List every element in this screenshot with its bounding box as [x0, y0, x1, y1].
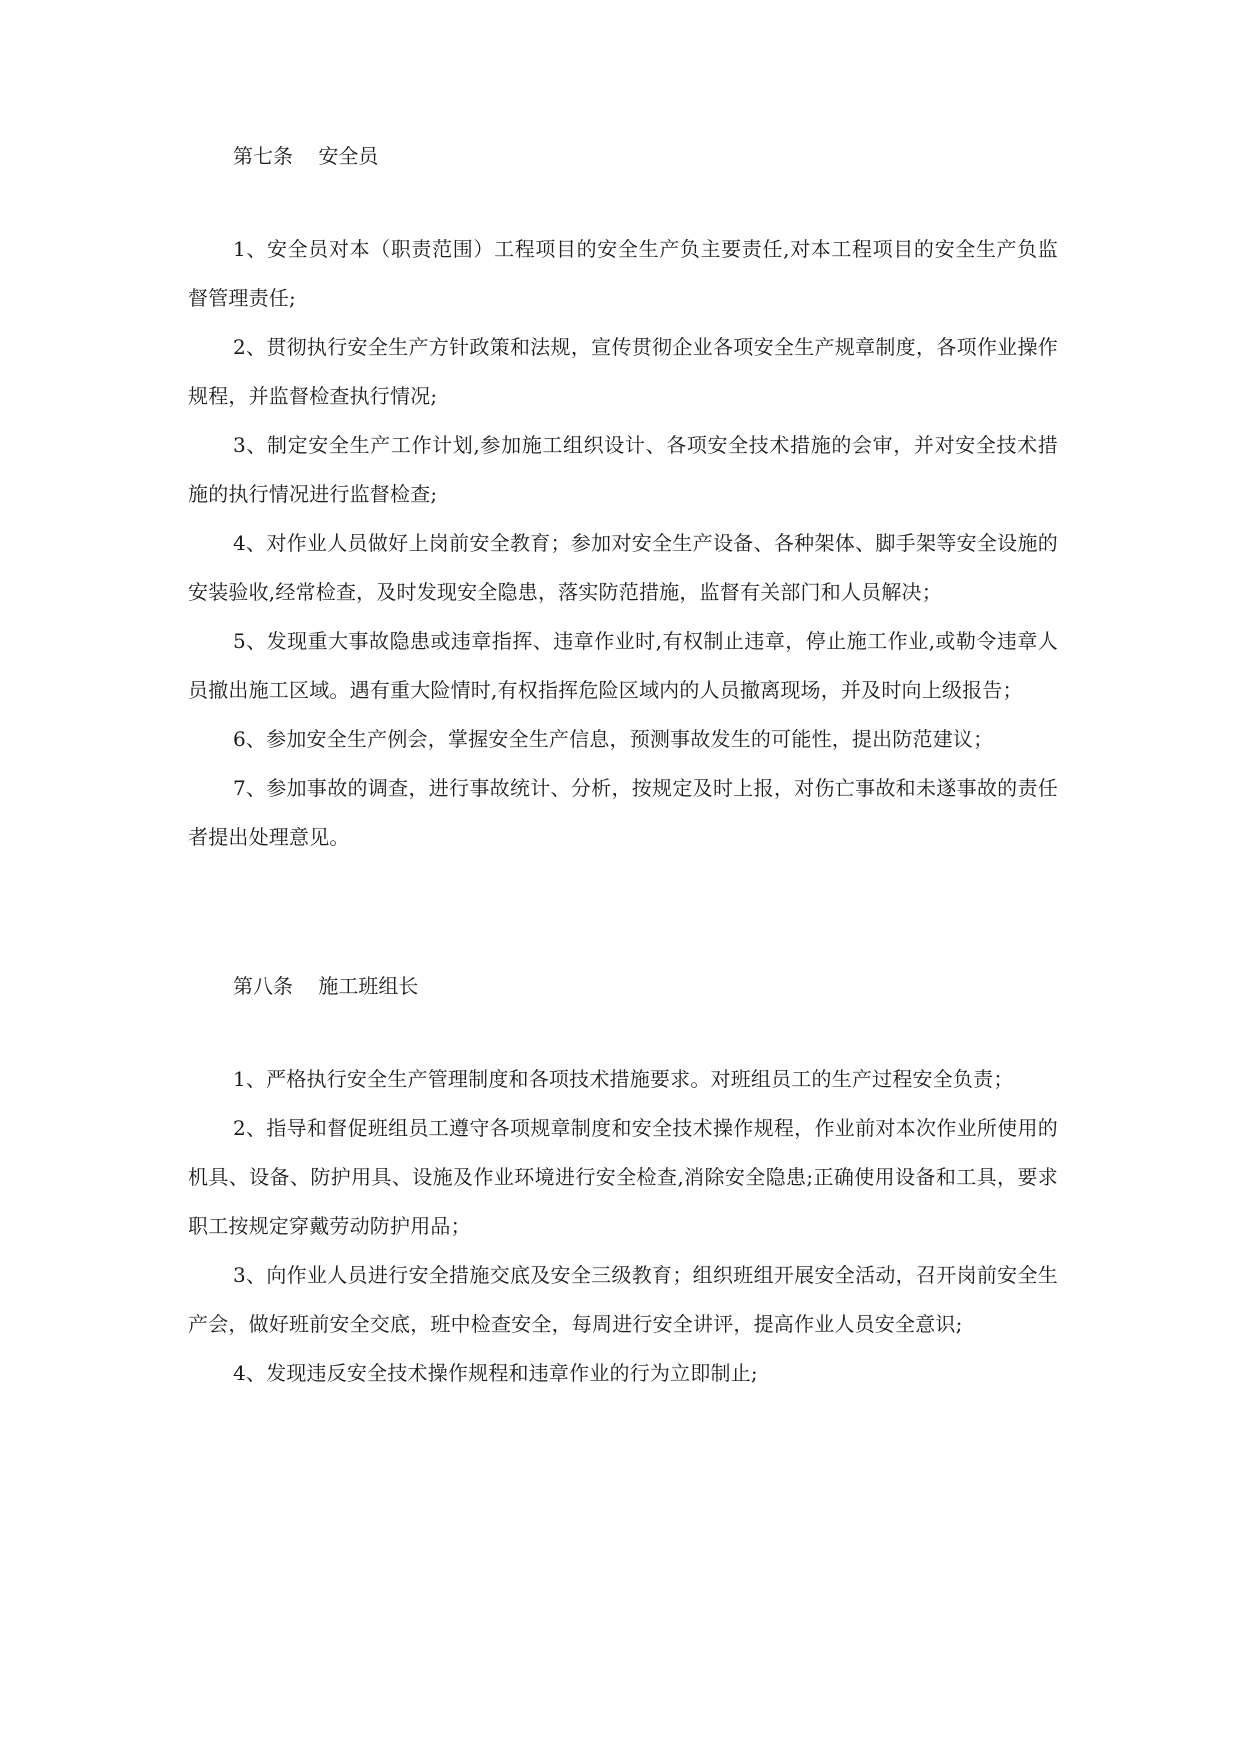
section-7-item-5: 5、发现重大事故隐患或违章指挥、违章作业时,有权制止违章，停止施工作业,或勒令违章人员撤出施工区域。遇有重大险情时,有权指挥危险区域内的人员撤离现场，并及时向上级报告； [188, 629, 1058, 702]
section-7-item-4: 4、对作业人员做好上岗前安全教育；参加对安全生产设备、各种架体、脚手架等安全设施的安装验收,经常检查，及时发现安全隐患，落实防范措施，监督有关部门和人员解决； [188, 531, 1058, 604]
section-8-body [188, 1055, 1058, 1398]
section-7-item-6: 6、参加安全生产例会，掌握安全生产信息，预测事故发生的可能性，提出防范建议； [233, 727, 994, 751]
section-8-heading: 第八条 施工班组长 [233, 974, 419, 998]
section-8-item-4: 4、发现违反安全技术操作规程和违章作业的行为立即制止; [233, 1361, 758, 1385]
section-7-item-7: 7、参加事故的调查，进行事故统计、分析，按规定及时上报，对伤亡事故和未遂事故的责任者提出处理意见。 [188, 776, 1058, 849]
section-8-item-1: 1、严格执行安全生产管理制度和各项技术措施要求。对班组员工的生产过程安全负责； [233, 1067, 1014, 1091]
section-7-body [188, 225, 1058, 862]
section-7-item-2: 2、贯彻执行安全生产方针政策和法规，宣传贯彻企业各项安全生产规章制度，各项作业操作规程，并监督检查执行情况; [188, 335, 1058, 408]
section-7-item-3: 3、制定安全生产工作计划,参加施工组织设计、各项安全技术措施的会审，并对安全技术措施的执行情况进行监督检查; [188, 433, 1058, 506]
section-7-heading: 第七条 安全员 [233, 144, 379, 168]
section-8-item-3: 3、向作业人员进行安全措施交底及安全三级教育；组织班组开展安全活动，召开岗前安全生产会，做好班前安全交底，班中检查安全，每周进行安全讲评，提高作业人员安全意识; [188, 1263, 1058, 1336]
section-7-item-1: 1、安全员对本（职责范围）工程项目的安全生产负主要责任,对本工程项目的安全生产负监督管理责任; [188, 237, 1058, 310]
section-8-item-2: 2、指导和督促班组员工遵守各项规章制度和安全技术操作规程，作业前对本次作业所使用的机具、设备、防护用具、设施及作业环境进行安全检查,消除安全隐患;正确使用设备和工具，要求职工按规定穿戴劳动防护用品； [188, 1116, 1058, 1238]
